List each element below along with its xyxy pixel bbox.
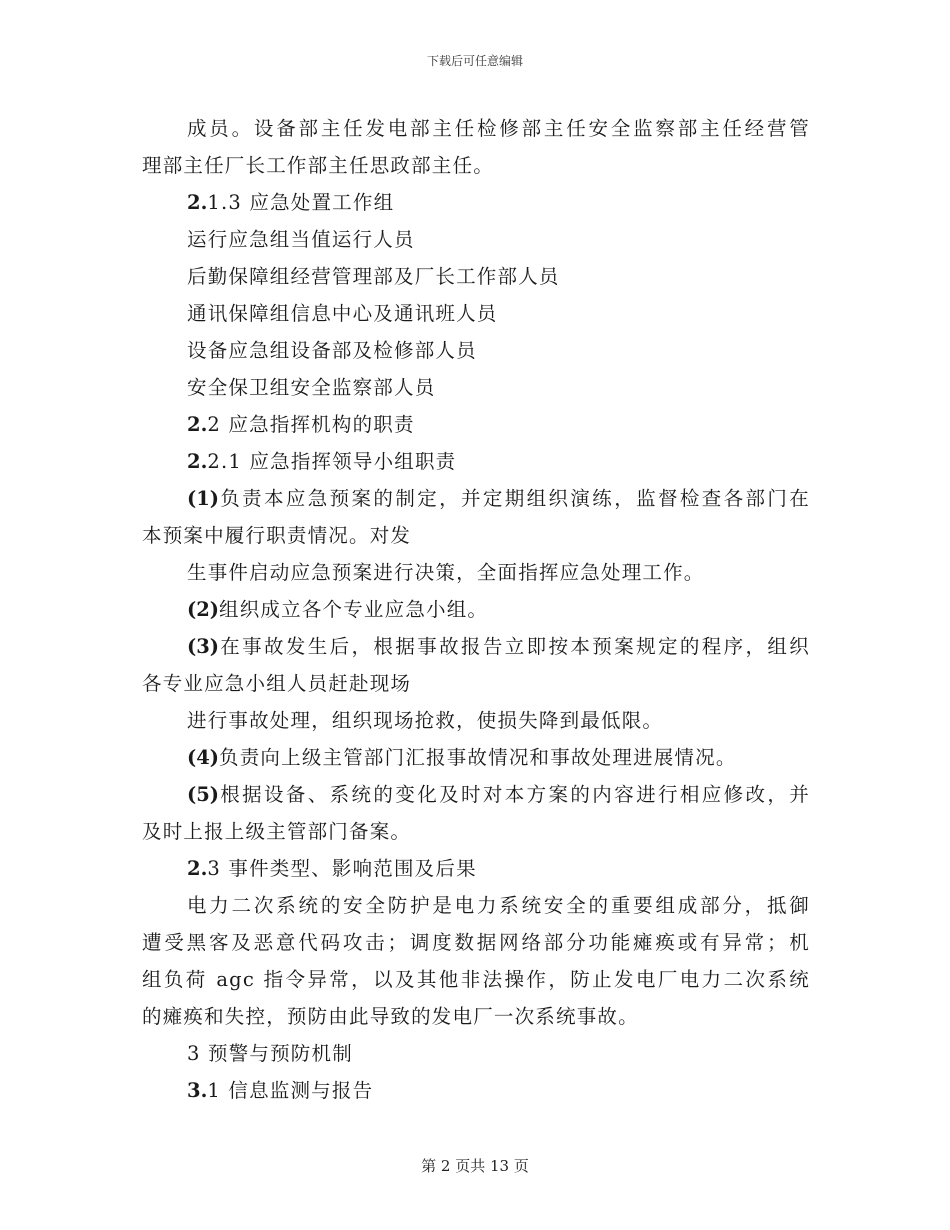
text-line (142, 406, 810, 443)
text-line (142, 739, 810, 776)
line-text: 2 应急指挥机构的职责 (207, 413, 415, 436)
line-text: 生事件启动应急预案进行决策，全面指挥应急处理工作。 (187, 561, 705, 584)
section-number: 2. (187, 191, 208, 214)
line-text: 进行事故处理，组织现场抢救，使损失降到最低限。 (187, 709, 664, 732)
text-line (142, 295, 810, 332)
line-text: 运行应急组当值运行人员 (187, 228, 415, 251)
text-line (142, 924, 810, 961)
text-line (142, 480, 810, 517)
text-line (142, 1072, 810, 1109)
text-line (142, 887, 810, 924)
section-number: (4) (187, 746, 220, 769)
line-text: 在事故发生后，根据事故报告立即按本预案规定的程序，组织 (219, 635, 810, 658)
line-text: 的瘫痪和失控，预防由此导致的发电厂一次系统事故。 (142, 1005, 639, 1028)
text-line (142, 147, 810, 184)
section-number: 3. (187, 1079, 208, 1102)
text-line (142, 1035, 810, 1072)
section-number: 2. (187, 450, 208, 473)
page-footer: 第 2 页共 13 页 (421, 1157, 529, 1175)
text-line (142, 221, 810, 258)
line-text: 组织成立各个专业应急小组。 (219, 598, 489, 621)
text-line (142, 813, 810, 850)
section-number: 2. (187, 857, 208, 880)
section-number: 2. (187, 413, 208, 436)
section-number: (1) (187, 487, 220, 510)
text-line (142, 628, 810, 665)
text-line (142, 258, 810, 295)
line-text: 2.1 应急指挥领导小组职责 (207, 450, 457, 473)
text-line (142, 961, 810, 998)
text-line (142, 554, 810, 591)
text-line (142, 998, 810, 1035)
line-text: 及时上报上级主管部门备案。 (142, 820, 412, 843)
line-text: 负责本应急预案的制定，并定期组织演练，监督检查各部门在 (219, 487, 810, 510)
line-text: 本预案中履行职责情况。对发 (142, 524, 412, 547)
text-line (142, 591, 810, 628)
document-body (142, 110, 810, 1109)
text-line (142, 702, 810, 739)
text-line (142, 665, 810, 702)
line-text: 安全保卫组安全监察部人员 (187, 376, 436, 399)
text-line (142, 332, 810, 369)
line-text: 1 信息监测与报告 (207, 1079, 374, 1102)
line-text: 通讯保障组信息中心及通讯班人员 (187, 302, 498, 325)
text-line (142, 850, 810, 887)
line-text: 理部主任厂长工作部主任思政部主任。 (142, 154, 494, 177)
line-text: 3 事件类型、影响范围及后果 (207, 857, 477, 880)
text-line (142, 184, 810, 221)
line-text: 电力二次系统的安全防护是电力系统安全的重要组成部分，抵御 (187, 894, 810, 917)
text-line (142, 776, 810, 813)
text-line (142, 110, 810, 147)
line-text: 根据设备、系统的变化及时对本方案的内容进行相应修改，并 (219, 783, 810, 806)
text-line (142, 369, 810, 406)
page-header: 下载后可任意编辑 (426, 54, 523, 68)
line-text: 后勤保障组经营管理部及厂长工作部人员 (187, 265, 560, 288)
line-text: 1.3 应急处置工作组 (207, 191, 395, 214)
line-text: 3 预警与预防机制 (187, 1042, 353, 1065)
text-line (142, 517, 810, 554)
line-text: 遭受黑客及恶意代码攻击；调度数据网络部分功能瘫痪或有异常；机 (142, 931, 810, 954)
section-number: (5) (187, 783, 220, 806)
section-number: (2) (187, 598, 220, 621)
line-text: 设备应急组设备部及检修部人员 (187, 339, 477, 362)
line-text: 各专业应急小组人员赶赴现场 (142, 672, 412, 695)
line-text: 组负荷 agc 指令异常，以及其他非法操作，防止发电厂电力二次系统 (142, 968, 810, 991)
line-text: 负责向上级主管部门汇报事故情况和事故处理进展情况。 (219, 746, 737, 769)
line-text: 成员。设备部主任发电部主任检修部主任安全监察部主任经营管 (187, 117, 810, 140)
section-number: (3) (187, 635, 220, 658)
text-line (142, 443, 810, 480)
